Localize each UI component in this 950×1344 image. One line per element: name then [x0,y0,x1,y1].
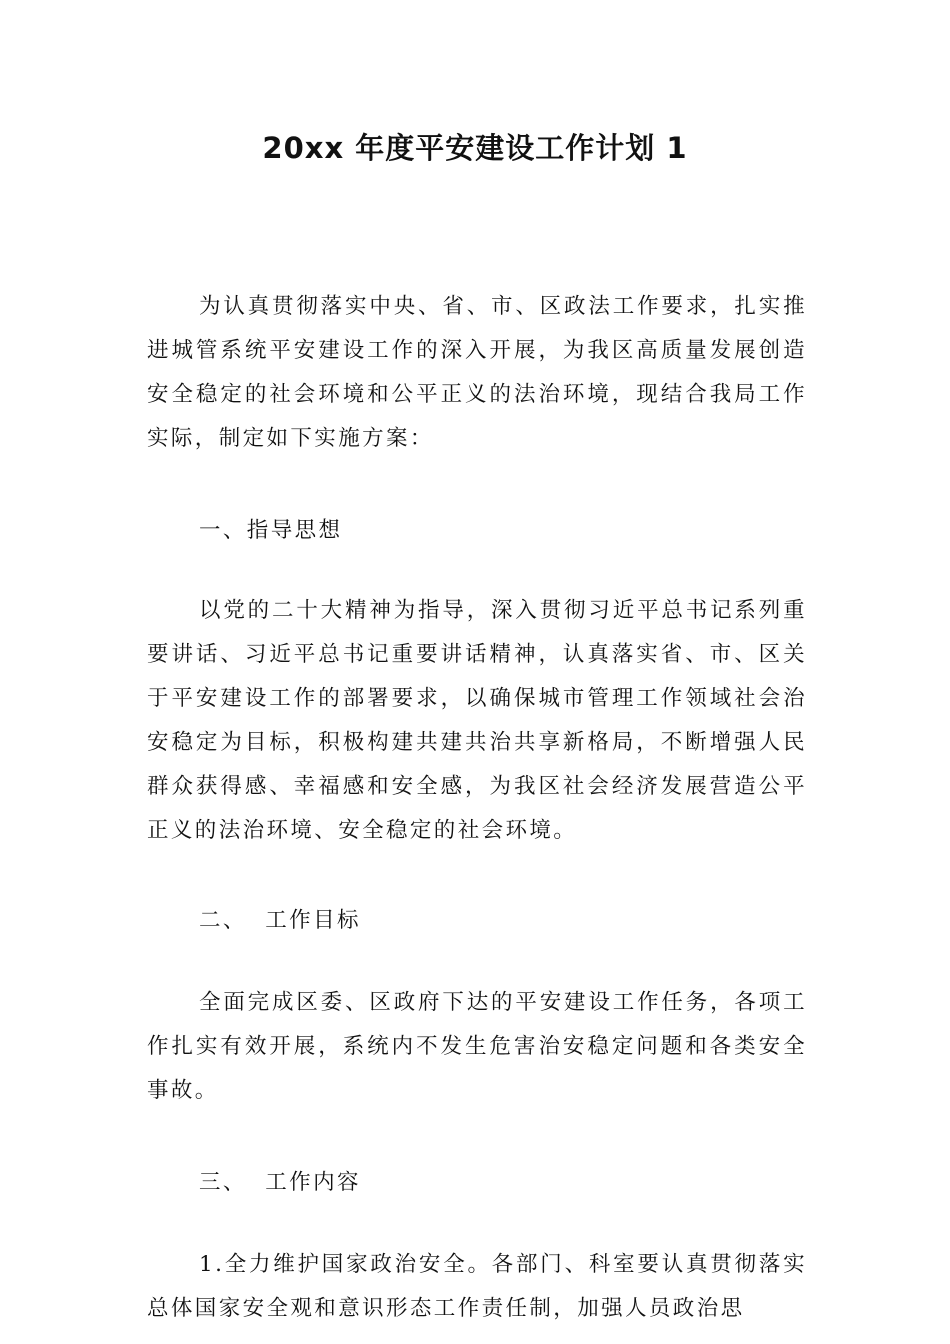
document-title: 20xx 年度平安建设工作计划 1 [262,131,688,165]
section-heading-work-goals: 二、 工作目标 [199,908,361,933]
work-content-paragraph: 1.全力维护国家政治安全。各部门、科室要认真贯彻落实总体国家安全观和意识形态工作责任制，加强人员政治思 [147,1252,807,1321]
intro-paragraph: 为认真贯彻落实中央、省、市、区政法工作要求，扎实推进城管系统平安建设工作的深入开展，为我区高质量发展创造安全稳定的社会环境和公平正义的法治环境，现结合我局工作实际，制定如下实施方案： [147,294,807,451]
section-heading-guiding-ideology: 一、指导思想 [199,518,343,543]
section-heading-work-content: 三、 工作内容 [199,1170,361,1195]
work-goals-paragraph: 全面完成区委、区政府下达的平安建设工作任务，各项工作扎实有效开展，系统内不发生危害治安稳定问题和各类安全事故。 [147,990,807,1103]
guiding-ideology-paragraph: 以党的二十大精神为指导，深入贯彻习近平总书记系列重要讲话、习近平总书记重要讲话精神，认真落实省、市、区关于平安建设工作的部署要求，以确保城市管理工作领域社会治安稳定为目标，积极构建共建共治共享新格局，不断增强人民群众获得感、幸福感和安全感，为我区社会经济发展营造公平正义的法治环境、安全稳定的社会环境。 [147,598,807,843]
